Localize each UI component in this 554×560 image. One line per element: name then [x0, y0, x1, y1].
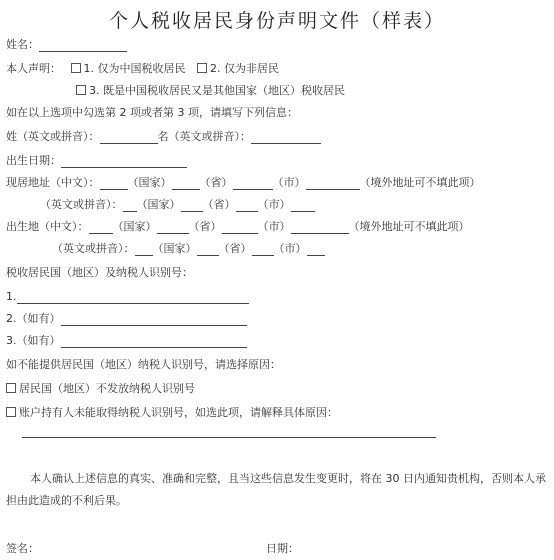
birthplace-province-field[interactable]: [157, 221, 189, 234]
reason-prompt: 如不能提供居民国（地区）纳税人识别号，请选择原因：: [6, 358, 281, 371]
tin-field-3[interactable]: [61, 335, 247, 348]
province-label: （省）: [199, 176, 233, 189]
country-label: （国家）: [136, 198, 181, 211]
birthplace-pinyin-detail-field[interactable]: [307, 243, 325, 256]
name-row: [6, 38, 127, 52]
address-pinyin-city-field[interactable]: [236, 199, 258, 212]
current-address-row: [6, 176, 481, 190]
instruction-text: 如在以上选项中勾选第 2 项或者第 3 项，请填写下列信息：: [6, 106, 298, 119]
birthplace-pinyin-province-field[interactable]: [197, 243, 219, 256]
surname-label: 姓（英文或拼音）：: [6, 130, 100, 143]
given-name-label: 名（英文或拼音）：: [157, 130, 251, 143]
signature-label: 签名：: [6, 542, 39, 555]
birthplace-label: 出生地（中文）：: [6, 220, 89, 233]
form-title: 个人税收居民身份声明文件（样表）: [108, 10, 445, 32]
option1-checkbox[interactable]: [71, 63, 81, 73]
name-english-row: [6, 130, 321, 144]
tin-item-2: [6, 312, 247, 326]
birthplace-row: [6, 220, 470, 234]
name-field[interactable]: [39, 39, 127, 52]
option2-label: 2. 仅为非居民: [210, 62, 279, 75]
country-label: （国家）: [112, 220, 157, 233]
tin-item-2-label: 2.（如有）: [6, 312, 61, 325]
address-detail-field[interactable]: [306, 177, 360, 190]
reason1-checkbox[interactable]: [6, 383, 16, 393]
surname-field[interactable]: [100, 131, 158, 144]
address-pinyin-province-field[interactable]: [181, 199, 203, 212]
declaration-label: 本人声明：: [6, 62, 61, 75]
tin-item-1: [6, 290, 249, 304]
birthplace-detail-field[interactable]: [291, 221, 349, 234]
tax-residence-label: 税收居民国（地区）及纳税人识别号：: [6, 266, 193, 279]
city-label: （市）: [257, 220, 291, 233]
reason2-row: [6, 406, 338, 420]
province-label: （省）: [218, 242, 252, 255]
confirmation-text: 本人确认上述信息的真实、准确和完整，且当这些信息发生变更时，将在 30 日内通知贵机构，否则本人承担由此造成的不利后果。: [6, 472, 546, 507]
overseas-note: （境外地址可不填此项）: [359, 176, 481, 189]
reason2-checkbox[interactable]: [6, 407, 16, 417]
reason1-label: 居民国（地区）不发放纳税人识别号: [19, 382, 195, 395]
reason1-row: [6, 382, 195, 396]
pinyin-label: （英文或拼音）：: [52, 242, 135, 255]
option2-checkbox[interactable]: [197, 63, 207, 73]
tin-item-3: [6, 334, 247, 348]
city-label: （市）: [273, 242, 307, 255]
address-pinyin-detail-field[interactable]: [291, 199, 315, 212]
address-province-field[interactable]: [172, 177, 200, 190]
option3-label: 3. 既是中国税收居民又是其他国家（地区）税收居民: [89, 84, 345, 97]
overseas-note: （境外地址可不填此项）: [348, 220, 470, 233]
address-country-field[interactable]: [100, 177, 128, 190]
name-label: 姓名：: [6, 38, 39, 51]
province-label: （省）: [188, 220, 222, 233]
birthplace-country-field[interactable]: [89, 221, 113, 234]
tin-item-1-label: 1.: [6, 290, 17, 303]
birthplace-pinyin-country-field[interactable]: [135, 243, 153, 256]
option3-row: [76, 84, 345, 98]
country-label: （国家）: [127, 176, 172, 189]
date-label: 日期：: [266, 542, 299, 555]
province-label: （省）: [202, 198, 236, 211]
city-label: （市）: [257, 198, 291, 211]
declaration-row: [6, 62, 279, 76]
birthplace-city-field[interactable]: [222, 221, 258, 234]
country-label: （国家）: [152, 242, 197, 255]
birthplace-pinyin-city-field[interactable]: [252, 243, 274, 256]
dob-field[interactable]: [61, 155, 187, 168]
current-address-pinyin-row: [40, 198, 315, 212]
option1-label: 1. 仅为中国税收居民: [83, 62, 186, 75]
address-city-field[interactable]: [233, 177, 273, 190]
option3-checkbox[interactable]: [76, 85, 86, 95]
tin-field-2[interactable]: [61, 313, 247, 326]
pinyin-label: （英文或拼音）：: [40, 198, 123, 211]
address-pinyin-country-field[interactable]: [123, 199, 137, 212]
tin-field-1[interactable]: [17, 291, 249, 304]
city-label: （市）: [272, 176, 306, 189]
reason2-label: 账户持有人未能取得纳税人识别号，如选此项，请解释具体原因：: [19, 406, 338, 419]
dob-row: [6, 154, 187, 168]
reason-explanation-field[interactable]: [22, 436, 436, 438]
dob-label: 出生日期：: [6, 154, 61, 167]
tin-item-3-label: 3.（如有）: [6, 334, 61, 347]
given-name-field[interactable]: [251, 131, 321, 144]
birthplace-pinyin-row: [52, 242, 325, 256]
current-address-label: 现居地址（中文）：: [6, 176, 100, 189]
